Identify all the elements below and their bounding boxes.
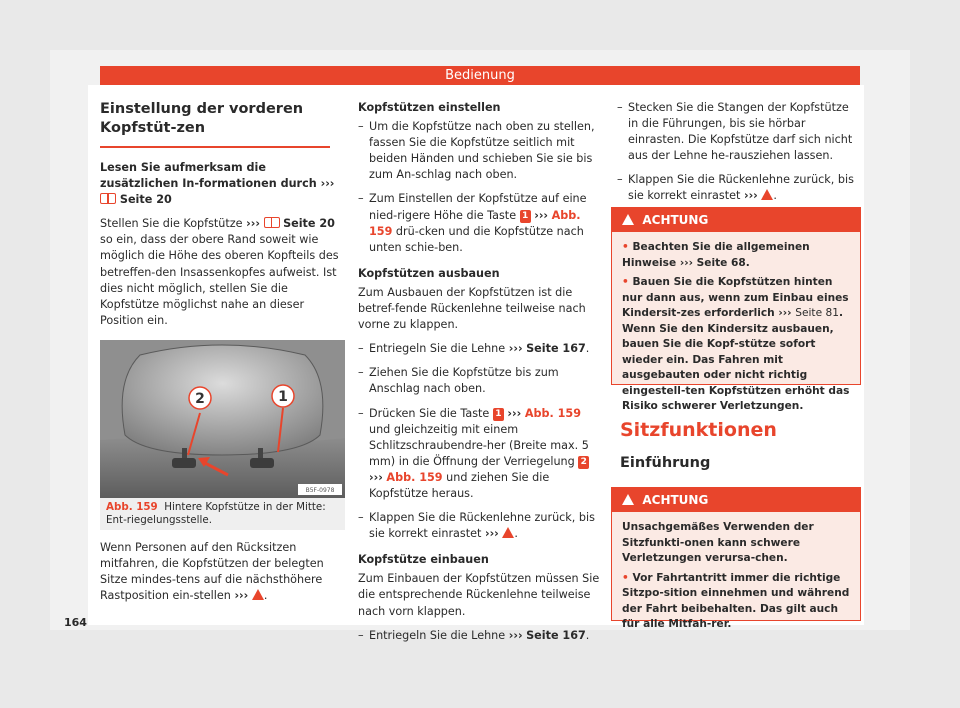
button-number-badge: 2 bbox=[578, 456, 589, 469]
figure-ref-link[interactable]: Abb. 159 bbox=[386, 470, 443, 484]
warning-box-title: ACHTUNG bbox=[642, 213, 709, 227]
figure-ref-link[interactable]: Abb. 159 bbox=[524, 406, 582, 420]
warning-bullet: • Beachten Sie die allgemeinen Hinweise ››› Seite 68. bbox=[622, 241, 810, 269]
heading-front-headrest: Einstellung der vorderen Kopfstüt-zen bbox=[100, 101, 304, 136]
chevron-icon: ››› bbox=[507, 406, 522, 420]
list-item-text: Drücken Sie die Taste bbox=[369, 406, 490, 420]
list-item: – Stecken Sie die Stangen der Kopfstütze in die Führungen, bis sie hörbar einrasten. Die Kopfstütze darf sich nicht aus der Lehne he-rausziehen lassen. bbox=[617, 100, 860, 164]
figure-caption bbox=[100, 498, 345, 530]
list-item-text: und gleichzeitig mit einem Schlitzschraubendre-her (Breite max. 5 mm) in die Öffnung der Verriegelung bbox=[369, 422, 589, 468]
front-headrest-paragraph bbox=[100, 216, 345, 329]
warning-icon bbox=[252, 589, 264, 600]
remove-intro: Zum Ausbauen der Kopfstützen ist die betref-fende Rückenlehne teilweise nach vorne zu klappen. bbox=[358, 285, 586, 332]
warning-bullet-text: . Wenn Sie den Kindersitz ausbauen, bauen Sie die Kopf-stütze sofort wieder ein. Das Fahren mit ausgebauten oder nicht richtig eingestell-ten Kopfstützen erhöht das Risiko schwerer Verletzungen. bbox=[622, 307, 850, 412]
page-ref-link[interactable]: Seite 167 bbox=[526, 628, 586, 642]
chevron-icon: ››› bbox=[234, 589, 249, 603]
warning-icon bbox=[761, 189, 773, 200]
chevron-icon: ››› bbox=[508, 628, 523, 642]
page-ref-link[interactable]: Seite 20 bbox=[283, 217, 335, 231]
heading-adjust: Kopfstützen einstellen bbox=[358, 101, 501, 114]
warning-bullet-text: Vor Fahrtantritt immer die richtige Sitzpo-sition einnehmen und während der Fahrt beibehalten. Das gilt auch für alle Mitfah-rer. bbox=[622, 571, 850, 630]
install-intro: Zum Einbauen der Kopfstützen müssen Sie die entsprechende Rückenlehne teilweise nach vorn klappen. bbox=[358, 572, 600, 618]
section-heading-seat-functions: Sitzfunktionen bbox=[620, 419, 777, 441]
warning-box-title: ACHTUNG bbox=[642, 493, 709, 507]
chevron-icon: ››› bbox=[484, 527, 499, 541]
figure-label-1: 1 bbox=[278, 389, 288, 405]
warning-box-header bbox=[612, 208, 860, 232]
chevron-icon: ››› bbox=[508, 342, 523, 356]
warning-box-headrests bbox=[611, 207, 861, 412]
heading-install: Kopfstütze einbauen bbox=[358, 553, 489, 567]
read-info-ref[interactable]: Seite 20 bbox=[119, 193, 172, 207]
list-item-text: Klappen Sie die Rückenlehne zurück, bis sie korrekt einrastet bbox=[369, 511, 595, 541]
warning-icon bbox=[622, 214, 634, 225]
warning-icon bbox=[502, 527, 514, 538]
page-header: Bedienung bbox=[100, 66, 860, 85]
heading-underline bbox=[100, 146, 330, 148]
rear-headrest-paragraph: Wenn Personen auf den Rücksitzen mitfahren, die Kopfstützen der belegten Sitze mindes-tens auf die nächsthöhere Rastposition ein-stellen ››› . bbox=[100, 541, 324, 603]
list-item: – Klappen Sie die Rückenlehne zurück, bis sie korrekt einrastet ››› . bbox=[358, 510, 603, 542]
button-number-badge: 1 bbox=[493, 408, 504, 421]
book-icon bbox=[264, 217, 280, 228]
chevron-icon: ››› bbox=[679, 256, 693, 269]
warning-icon bbox=[622, 494, 634, 505]
figure-label-2: 2 bbox=[195, 391, 205, 407]
warning-box-header bbox=[612, 488, 860, 512]
page-ref-link[interactable]: Seite 68 bbox=[696, 256, 746, 269]
chevron-icon: ››› bbox=[743, 189, 758, 203]
headrest-illustration bbox=[100, 340, 345, 498]
chevron-icon: ››› bbox=[246, 217, 260, 231]
warning-bullet: • Bauen Sie die Kopfstützen hinten nur dann aus, wenn zum Einbau eines Kindersit-zes erforderlich ››› Seite 81. Wenn Sie den Kindersitz ausbauen, bauen Sie die Kopf-stütze sofort wieder ein. Das Fahren mit ausgebauten oder nicht richtig eingestell-ten Kopfstützen erhöht das Risiko schwerer Verletzungen. bbox=[622, 276, 850, 412]
figure-code: B5F-0978 bbox=[305, 487, 335, 494]
list-item: – Klappen Sie die Rückenlehne zurück, bis sie korrekt einrastet ››› . bbox=[617, 172, 860, 204]
left-column-bottom bbox=[100, 540, 348, 612]
warning-box-seat-functions bbox=[611, 487, 861, 630]
warning-box-body bbox=[612, 512, 860, 639]
figure-caption-text: Hintere Kopfstütze in der Mitte: Ent-riegelungsstelle. bbox=[106, 501, 326, 526]
list-item bbox=[358, 406, 603, 503]
paragraph-text: so ein, dass der obere Rand soweit wie möglich die Höhe des oberen Kopfteils des betreffen-den Insassenkopfes aufweist. Ist dies nicht möglich, stellen Sie die Kopfstütze möglichst nahe an dieser Position ein. bbox=[100, 233, 339, 327]
list-item-text: Entriegeln Sie die Lehne bbox=[369, 342, 506, 356]
middle-column bbox=[358, 100, 603, 652]
page-ref-link[interactable]: Seite 167 bbox=[526, 342, 586, 356]
warning-bullet-text: Bauen Sie die Kopfstützen hinten nur dann aus, wenn zum Einbau eines Kindersit-zes erforderlich bbox=[622, 276, 849, 319]
paragraph-text: Stellen Sie die Kopfstütze bbox=[100, 217, 243, 231]
warning-paragraph: Unsachgemäßes Verwenden der Sitzfunkti-onen kann schwere Verletzungen verursa-chen. bbox=[622, 521, 814, 564]
list-item bbox=[358, 191, 603, 255]
book-icon bbox=[100, 193, 116, 204]
list-item-text: Zum Einstellen der Kopfstütze auf eine nied-rigere Höhe die Taste bbox=[369, 192, 587, 222]
list-item-text: und ziehen Sie die Kopfstütze heraus. bbox=[369, 470, 550, 500]
read-info-line bbox=[100, 160, 345, 208]
button-number-badge: 1 bbox=[520, 210, 531, 223]
list-item-text: Klappen Sie die Rückenlehne zurück, bis sie korrekt einrastet bbox=[628, 173, 854, 203]
chevron-icon: ››› bbox=[320, 177, 335, 191]
warning-box-body bbox=[612, 232, 860, 421]
list-item-text: Entriegeln Sie die Lehne bbox=[369, 628, 506, 642]
list-item: – Um die Kopfstütze nach oben zu stellen, fassen Sie die Kopfstütze seitlich mit beiden Händen und schieben Sie sie bis zum An-schlag nach oben. bbox=[358, 119, 603, 183]
page-number: 164 bbox=[64, 616, 87, 629]
list-item: – Entriegeln Sie die Lehne ››› Seite 167. bbox=[358, 628, 603, 644]
list-item: – Ziehen Sie die Kopfstütze bis zum Anschlag nach oben. bbox=[358, 365, 603, 397]
figure-ref-link[interactable]: Abb. 159 bbox=[369, 208, 581, 238]
chevron-icon: ››› bbox=[369, 470, 383, 484]
warning-bullet-text: Beachten Sie die allgemeinen Hinweise bbox=[622, 241, 810, 269]
paragraph-text: Wenn Personen auf den Rücksitzen mitfahren, die Kopfstützen der belegten Sitze mindes-tens auf die nächsthöhere Rastposition ein-stellen bbox=[100, 541, 324, 603]
list-item-text: drü-cken und die Kopfstütze nach unten schie-ben. bbox=[369, 224, 584, 254]
right-column bbox=[617, 100, 860, 213]
read-info-text: Lesen Sie aufmerksam die zusätzlichen In-formationen durch bbox=[100, 161, 317, 191]
heading-remove: Kopfstützen ausbauen bbox=[358, 266, 500, 280]
chevron-icon: ››› bbox=[778, 307, 792, 319]
list-item: – Entriegeln Sie die Lehne ››› Seite 167. bbox=[358, 341, 603, 357]
subsection-heading-intro: Einführung bbox=[620, 455, 711, 471]
figure-caption-ref: Abb. 159 bbox=[106, 501, 158, 513]
headrest-figure bbox=[100, 340, 345, 498]
page-ref-link[interactable]: Seite 81 bbox=[795, 307, 839, 319]
chevron-icon: ››› bbox=[534, 208, 549, 222]
warning-bullet: • Vor Fahrtantritt immer die richtige Sitzpo-sition einnehmen und während der Fahrt beibehalten. Das gilt auch für alle Mitfah-rer. bbox=[622, 571, 850, 630]
